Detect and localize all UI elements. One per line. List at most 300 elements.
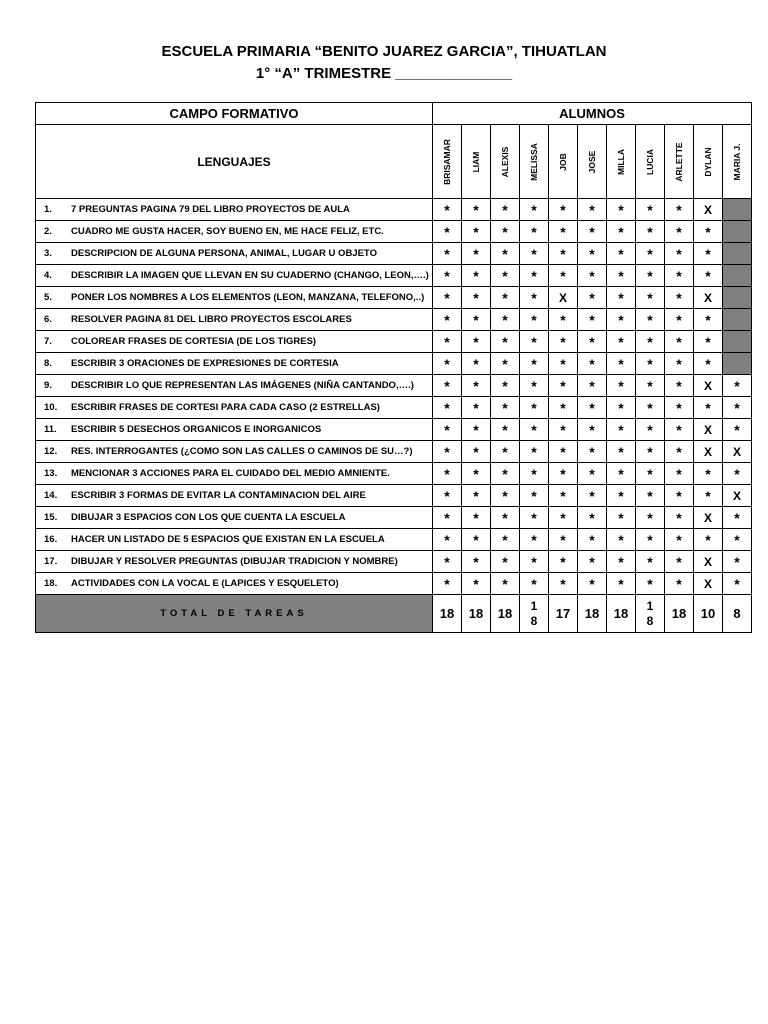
task-mark: * — [694, 265, 723, 287]
student-name-header — [578, 125, 607, 199]
table-row — [36, 397, 752, 419]
task-number: 1. — [44, 204, 52, 215]
task-mark: * — [462, 353, 491, 375]
task-mark: * — [433, 309, 462, 331]
total-value: 10 — [694, 595, 723, 633]
task-description-cell — [36, 287, 433, 309]
task-mark: * — [578, 529, 607, 551]
task-mark: * — [636, 309, 665, 331]
task-mark: * — [694, 221, 723, 243]
task-mark: * — [636, 419, 665, 441]
task-mark: * — [462, 419, 491, 441]
task-text: ESCRIBIR FRASES DE CORTESI PARA CADA CASO (2 ESTRELLAS) — [71, 402, 380, 413]
table-row — [36, 375, 752, 397]
task-description-cell — [36, 309, 433, 331]
task-number: 18. — [44, 578, 58, 589]
task-description-cell — [36, 221, 433, 243]
table-row — [36, 529, 752, 551]
student-name: JOSE — [587, 150, 597, 173]
task-mark: * — [607, 243, 636, 265]
shaded-cell — [723, 331, 752, 353]
table-row — [36, 551, 752, 573]
task-mark: * — [578, 507, 607, 529]
task-mark: * — [607, 375, 636, 397]
task-number: 6. — [44, 314, 52, 325]
task-number: 14. — [44, 490, 58, 501]
task-mark: * — [520, 419, 549, 441]
table-row — [36, 331, 752, 353]
student-name: BRISAMAR — [442, 138, 452, 185]
task-description-cell — [36, 353, 433, 375]
student-name: MILLA — [616, 148, 626, 175]
task-number: 16. — [44, 534, 58, 545]
task-mark: * — [607, 551, 636, 573]
task-mark: * — [549, 397, 578, 419]
task-mark: * — [549, 551, 578, 573]
student-name-header — [723, 125, 752, 199]
total-value: 18 — [491, 595, 520, 633]
task-mark: * — [462, 287, 491, 309]
task-mark: * — [462, 221, 491, 243]
task-mark: * — [607, 529, 636, 551]
table-row — [36, 573, 752, 595]
task-mark: * — [636, 265, 665, 287]
task-mark: * — [462, 265, 491, 287]
task-mark: * — [549, 199, 578, 221]
task-number: 11. — [44, 424, 57, 435]
task-description-cell — [36, 419, 433, 441]
table-row — [36, 221, 752, 243]
task-mark: * — [694, 243, 723, 265]
task-mark: * — [549, 375, 578, 397]
document-title: ESCUELA PRIMARIA “BENITO JUAREZ GARCIA”, TIHUATLAN — [161, 43, 607, 60]
alumnos-header: ALUMNOS — [433, 103, 752, 125]
task-mark: * — [665, 485, 694, 507]
table-row — [36, 507, 752, 529]
task-mark: * — [636, 221, 665, 243]
task-mark: * — [578, 551, 607, 573]
task-mark: * — [607, 573, 636, 595]
student-name-header — [607, 125, 636, 199]
task-mark: * — [549, 309, 578, 331]
task-text: CUADRO ME GUSTA HACER, SOY BUENO EN, ME HACE FELIZ, ETC. — [71, 226, 384, 237]
total-label: TOTAL DE TAREAS — [36, 595, 433, 633]
student-name: LUCIA — [645, 148, 655, 175]
task-mark: * — [520, 353, 549, 375]
task-mark: * — [491, 287, 520, 309]
task-description-cell — [36, 551, 433, 573]
task-mark: * — [491, 265, 520, 287]
table-row — [36, 419, 752, 441]
task-mark: * — [665, 397, 694, 419]
task-text: ACTIVIDADES CON LA VOCAL E (LAPICES Y ESQUELETO) — [71, 578, 339, 589]
task-mark: * — [578, 463, 607, 485]
task-mark: * — [491, 441, 520, 463]
task-mark: * — [491, 375, 520, 397]
student-name-header — [694, 125, 723, 199]
table-row — [36, 243, 752, 265]
task-mark: * — [433, 243, 462, 265]
task-mark: * — [665, 309, 694, 331]
task-number: 2. — [44, 226, 52, 237]
student-name-header — [665, 125, 694, 199]
task-mark: X — [694, 507, 723, 529]
task-mark: * — [665, 463, 694, 485]
task-mark: * — [491, 309, 520, 331]
task-mark: * — [462, 573, 491, 595]
task-mark: * — [549, 331, 578, 353]
task-number: 15. — [44, 512, 58, 523]
task-description-cell — [36, 243, 433, 265]
task-mark: * — [491, 463, 520, 485]
task-description-cell — [36, 573, 433, 595]
task-mark: * — [491, 353, 520, 375]
task-mark: * — [636, 529, 665, 551]
task-mark: * — [607, 309, 636, 331]
task-mark: * — [491, 529, 520, 551]
task-mark: * — [723, 573, 752, 595]
task-number: 9. — [44, 380, 52, 391]
task-mark: * — [723, 507, 752, 529]
task-mark: * — [433, 221, 462, 243]
task-mark: * — [549, 463, 578, 485]
task-mark: * — [578, 331, 607, 353]
task-mark: * — [694, 309, 723, 331]
task-text: RESOLVER PAGINA 81 DEL LIBRO PROYECTOS ESCOLARES — [71, 314, 352, 325]
total-value: 18 — [520, 595, 549, 633]
student-name-header — [462, 125, 491, 199]
task-mark: * — [462, 199, 491, 221]
task-mark: * — [636, 485, 665, 507]
table-row — [36, 265, 752, 287]
task-mark: * — [462, 441, 491, 463]
task-number: 8. — [44, 358, 52, 369]
total-value: 18 — [636, 595, 665, 633]
task-mark: * — [520, 441, 549, 463]
task-text: DESCRIPCION DE ALGUNA PERSONA, ANIMAL, LUGAR U OBJETO — [71, 248, 377, 259]
task-mark: * — [549, 265, 578, 287]
task-mark: * — [636, 441, 665, 463]
task-mark: * — [636, 287, 665, 309]
task-mark: * — [491, 221, 520, 243]
total-value: 18 — [665, 595, 694, 633]
task-mark: * — [665, 529, 694, 551]
task-mark: * — [665, 551, 694, 573]
shaded-cell — [723, 221, 752, 243]
task-mark: * — [462, 397, 491, 419]
task-text: ESCRIBIR 5 DESECHOS ORGANICOS E INORGANICOS — [71, 424, 322, 435]
task-mark: * — [520, 375, 549, 397]
task-mark: * — [723, 529, 752, 551]
task-text: DIBUJAR 3 ESPACIOS CON LOS QUE CUENTA LA ESCUELA — [71, 512, 346, 523]
task-mark: * — [636, 507, 665, 529]
task-mark: * — [694, 485, 723, 507]
task-mark: * — [549, 573, 578, 595]
task-mark: * — [520, 199, 549, 221]
table-row — [36, 199, 752, 221]
task-number: 13. — [44, 468, 58, 479]
task-mark: * — [578, 221, 607, 243]
task-text: DESCRIBIR LA IMAGEN QUE LLEVAN EN SU CUADERNO (CHANGO, LEON,….) — [71, 270, 429, 281]
task-mark: * — [636, 199, 665, 221]
student-name: ALEXIS — [500, 146, 510, 177]
task-mark: * — [520, 507, 549, 529]
task-mark: * — [549, 529, 578, 551]
task-mark: * — [607, 441, 636, 463]
task-mark: * — [578, 573, 607, 595]
task-mark: * — [549, 441, 578, 463]
task-mark: * — [433, 507, 462, 529]
total-value: 18 — [607, 595, 636, 633]
task-mark: * — [578, 441, 607, 463]
task-mark: * — [491, 243, 520, 265]
task-mark: * — [520, 551, 549, 573]
task-mark: * — [607, 331, 636, 353]
task-mark: * — [462, 507, 491, 529]
task-mark: * — [636, 397, 665, 419]
task-mark: * — [462, 551, 491, 573]
total-value: 18 — [578, 595, 607, 633]
task-mark: * — [433, 573, 462, 595]
task-text: DIBUJAR Y RESOLVER PREGUNTAS (DIBUJAR TRADICION Y NOMBRE) — [71, 556, 398, 567]
task-mark: X — [549, 287, 578, 309]
task-mark: * — [607, 485, 636, 507]
shaded-cell — [723, 353, 752, 375]
task-mark: * — [462, 331, 491, 353]
task-mark: * — [520, 309, 549, 331]
task-mark: * — [636, 353, 665, 375]
student-name: LIAM — [471, 151, 481, 172]
task-mark: * — [578, 419, 607, 441]
task-mark: * — [636, 573, 665, 595]
student-name-header — [433, 125, 462, 199]
task-description-cell — [36, 485, 433, 507]
campo-formativo-header: CAMPO FORMATIVO — [36, 103, 433, 125]
document-subtitle: 1° “A” TRIMESTRE ______________ — [255, 65, 513, 82]
task-number: 3. — [44, 248, 52, 259]
student-name: ARLETTE — [674, 141, 684, 182]
task-mark: X — [723, 485, 752, 507]
task-mark: * — [665, 199, 694, 221]
task-mark: * — [607, 199, 636, 221]
total-value: 8 — [723, 595, 752, 633]
shaded-cell — [723, 287, 752, 309]
task-text: 7 PREGUNTAS PAGINA 79 DEL LIBRO PROYECTOS DE AULA — [71, 204, 350, 215]
task-mark: * — [462, 463, 491, 485]
task-mark: X — [694, 551, 723, 573]
table-row — [36, 441, 752, 463]
task-mark: X — [694, 375, 723, 397]
task-mark: * — [520, 573, 549, 595]
task-mark: * — [578, 375, 607, 397]
task-mark: * — [433, 529, 462, 551]
student-name: MARIA J. — [732, 143, 743, 180]
task-mark: * — [694, 353, 723, 375]
task-description-cell — [36, 441, 433, 463]
task-number: 12. — [44, 446, 58, 457]
task-mark: * — [578, 309, 607, 331]
task-mark: X — [694, 419, 723, 441]
task-mark: * — [694, 331, 723, 353]
task-mark: * — [491, 397, 520, 419]
shaded-cell — [723, 309, 752, 331]
task-number: 17. — [44, 556, 58, 567]
task-mark: * — [520, 397, 549, 419]
task-mark: * — [520, 287, 549, 309]
task-mark: * — [723, 397, 752, 419]
task-mark: * — [723, 551, 752, 573]
task-description-cell — [36, 199, 433, 221]
task-mark: * — [549, 353, 578, 375]
task-mark: * — [607, 221, 636, 243]
task-mark: * — [520, 331, 549, 353]
task-mark: * — [578, 265, 607, 287]
task-mark: * — [433, 199, 462, 221]
task-mark: * — [694, 529, 723, 551]
task-mark: * — [578, 397, 607, 419]
task-mark: X — [694, 287, 723, 309]
student-name: JOB — [558, 152, 568, 171]
shaded-cell — [723, 199, 752, 221]
task-mark: * — [520, 529, 549, 551]
task-mark: * — [433, 353, 462, 375]
task-mark: * — [665, 353, 694, 375]
total-value: 17 — [549, 595, 578, 633]
task-description-cell — [36, 375, 433, 397]
task-mark: * — [636, 551, 665, 573]
table-row — [36, 485, 752, 507]
task-mark: * — [433, 441, 462, 463]
table-row — [36, 287, 752, 309]
task-mark: * — [491, 331, 520, 353]
total-row — [36, 595, 752, 633]
task-mark: * — [462, 375, 491, 397]
task-number: 5. — [44, 292, 52, 303]
task-mark: X — [723, 441, 752, 463]
task-mark: * — [665, 287, 694, 309]
table-row — [36, 309, 752, 331]
task-mark: * — [491, 199, 520, 221]
task-mark: * — [520, 485, 549, 507]
task-mark: * — [665, 441, 694, 463]
student-name-header — [491, 125, 520, 199]
task-mark: * — [723, 463, 752, 485]
task-mark: * — [607, 419, 636, 441]
task-mark: * — [607, 287, 636, 309]
task-mark: * — [491, 507, 520, 529]
task-mark: * — [665, 221, 694, 243]
student-name: MELISSA — [529, 142, 539, 181]
task-mark: * — [433, 551, 462, 573]
student-name-header — [549, 125, 578, 199]
task-text: COLOREAR FRASES DE CORTESIA (DE LOS TIGRES) — [71, 336, 317, 347]
task-number: 4. — [44, 270, 52, 281]
task-mark: * — [433, 463, 462, 485]
task-mark: * — [636, 375, 665, 397]
task-mark: * — [491, 485, 520, 507]
task-description-cell — [36, 331, 433, 353]
task-mark: * — [549, 507, 578, 529]
task-mark: * — [520, 221, 549, 243]
task-mark: * — [549, 243, 578, 265]
task-mark: * — [578, 485, 607, 507]
task-mark: * — [433, 397, 462, 419]
task-number: 10. — [44, 402, 58, 413]
task-mark: * — [665, 419, 694, 441]
table-row — [36, 353, 752, 375]
task-mark: * — [433, 485, 462, 507]
student-name-header — [636, 125, 665, 199]
task-mark: * — [636, 331, 665, 353]
task-mark: * — [578, 287, 607, 309]
task-mark: * — [462, 529, 491, 551]
task-description-cell — [36, 463, 433, 485]
task-mark: * — [549, 221, 578, 243]
task-mark: * — [723, 419, 752, 441]
task-mark: * — [607, 507, 636, 529]
task-description-cell — [36, 529, 433, 551]
task-mark: * — [723, 375, 752, 397]
task-mark: * — [491, 551, 520, 573]
task-mark: * — [462, 309, 491, 331]
student-name: DYLAN — [703, 146, 713, 177]
task-mark: * — [636, 463, 665, 485]
task-mark: * — [433, 265, 462, 287]
task-mark: * — [665, 331, 694, 353]
task-description-cell — [36, 397, 433, 419]
task-mark: * — [694, 397, 723, 419]
task-text: PONER LOS NOMBRES A LOS ELEMENTOS (LEON, MANZANA, TELEFONO,..) — [71, 292, 425, 303]
task-mark: * — [694, 463, 723, 485]
task-mark: * — [578, 353, 607, 375]
task-mark: * — [636, 243, 665, 265]
task-mark: * — [520, 243, 549, 265]
task-mark: * — [520, 265, 549, 287]
task-mark: * — [433, 375, 462, 397]
task-mark: * — [433, 331, 462, 353]
task-text: MENCIONAR 3 ACCIONES PARA EL CUIDADO DEL MEDIO AMNIENTE. — [71, 468, 390, 479]
task-text: HACER UN LISTADO DE 5 ESPACIOS QUE EXISTAN EN LA ESCUELA — [71, 534, 385, 545]
student-name-header — [520, 125, 549, 199]
task-mark: * — [520, 463, 549, 485]
task-mark: * — [578, 199, 607, 221]
shaded-cell — [723, 265, 752, 287]
task-mark: * — [665, 265, 694, 287]
task-mark: * — [607, 397, 636, 419]
task-mark: * — [549, 485, 578, 507]
task-mark: * — [491, 419, 520, 441]
campo-lenguajes: LENGUAJES — [36, 125, 433, 199]
task-text: RES. INTERROGANTES (¿COMO SON LAS CALLES O CAMINOS DE SU…?) — [71, 446, 413, 457]
task-mark: * — [578, 243, 607, 265]
task-mark: * — [665, 507, 694, 529]
task-mark: * — [433, 287, 462, 309]
task-mark: * — [433, 419, 462, 441]
task-mark: * — [549, 419, 578, 441]
task-mark: * — [607, 265, 636, 287]
task-mark: X — [694, 573, 723, 595]
shaded-cell — [723, 243, 752, 265]
task-mark: * — [607, 463, 636, 485]
task-mark: * — [607, 353, 636, 375]
total-value: 18 — [462, 595, 491, 633]
task-mark: * — [462, 243, 491, 265]
task-mark: * — [665, 375, 694, 397]
task-mark: * — [665, 243, 694, 265]
task-text: ESCRIBIR 3 FORMAS DE EVITAR LA CONTAMINACION DEL AIRE — [71, 490, 366, 501]
task-mark: * — [462, 485, 491, 507]
table-row — [36, 463, 752, 485]
